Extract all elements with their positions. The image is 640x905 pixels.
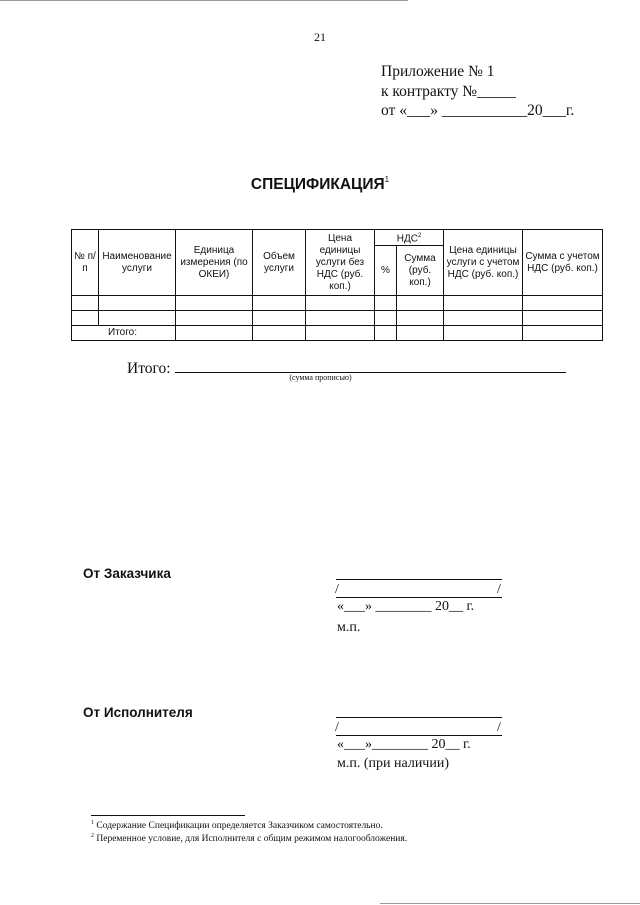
table-total-label: Итого: bbox=[72, 326, 176, 341]
header-vat-sum: Сумма (руб. коп.) bbox=[397, 246, 444, 296]
header-unit: Единица измерения (по ОКЕИ) bbox=[176, 230, 253, 296]
header-sum-vat: Сумма с учетом НДС (руб. коп.) bbox=[523, 230, 603, 296]
header-price: Цена единицы услуги без НДС (руб. коп.) bbox=[306, 230, 375, 296]
header-vat-label: НДС bbox=[396, 233, 418, 245]
header-name: Наименование услуги bbox=[99, 230, 176, 296]
customer-date: «___» ________ 20__ г. bbox=[337, 599, 475, 614]
appendix-line-1: Приложение № 1 bbox=[381, 63, 495, 80]
appendix-block bbox=[381, 62, 574, 121]
header-vat-percent: % bbox=[375, 246, 397, 296]
contractor-name-line bbox=[336, 735, 502, 736]
document-title bbox=[0, 175, 640, 194]
footnote-2 bbox=[91, 833, 407, 844]
footnote-2-text: Переменное условие, для Исполнителя с общим режимом налогообложения. bbox=[96, 834, 408, 845]
title-footnote-mark: 1 bbox=[384, 175, 390, 184]
header-volume: Объем услуги bbox=[253, 230, 306, 296]
footnote-2-mark: 2 bbox=[91, 833, 94, 839]
header-vat-footnote-mark: 2 bbox=[417, 233, 422, 239]
contractor-signature-line bbox=[336, 717, 502, 718]
top-edge-line bbox=[0, 0, 408, 1]
customer-slash-left: / bbox=[335, 582, 339, 597]
header-vat-group bbox=[375, 230, 444, 246]
contractor-slash-right: / bbox=[497, 720, 501, 735]
total-label: Итого: bbox=[127, 360, 171, 377]
total-amount-caption: (сумма прописью) bbox=[289, 373, 352, 382]
customer-label: От Заказчика bbox=[83, 566, 171, 581]
table-total-row bbox=[72, 326, 603, 341]
contractor-slash-left: / bbox=[335, 720, 339, 735]
bottom-edge-line bbox=[380, 903, 640, 904]
specification-table bbox=[71, 229, 603, 341]
contractor-date: «___»________ 20__ г. bbox=[337, 737, 471, 752]
page-number: 21 bbox=[314, 30, 326, 44]
footnote-1-mark: 1 bbox=[91, 820, 94, 826]
header-price-vat: Цена единицы услуги с учетом НДС (руб. коп.) bbox=[444, 230, 523, 296]
title-text: СПЕЦИФИКАЦИЯ bbox=[250, 176, 385, 193]
contractor-stamp: м.п. (при наличии) bbox=[337, 756, 449, 771]
customer-slash-right: / bbox=[497, 582, 501, 597]
footnote-1 bbox=[91, 820, 383, 831]
table-row bbox=[72, 296, 603, 311]
contractor-label: От Исполнителя bbox=[83, 705, 193, 720]
customer-signature-line bbox=[336, 579, 502, 580]
header-num: № п/п bbox=[72, 230, 99, 296]
footnote-separator bbox=[91, 815, 245, 816]
customer-stamp: м.п. bbox=[337, 620, 361, 635]
footnote-1-text: Содержание Спецификации определяется Заказчиком самостоятельно. bbox=[96, 821, 383, 832]
table-row bbox=[72, 311, 603, 326]
customer-name-line bbox=[336, 597, 502, 598]
appendix-line-2: к контракту №_____ bbox=[381, 82, 516, 100]
appendix-line-3: от «___» ___________20___г. bbox=[381, 102, 575, 119]
